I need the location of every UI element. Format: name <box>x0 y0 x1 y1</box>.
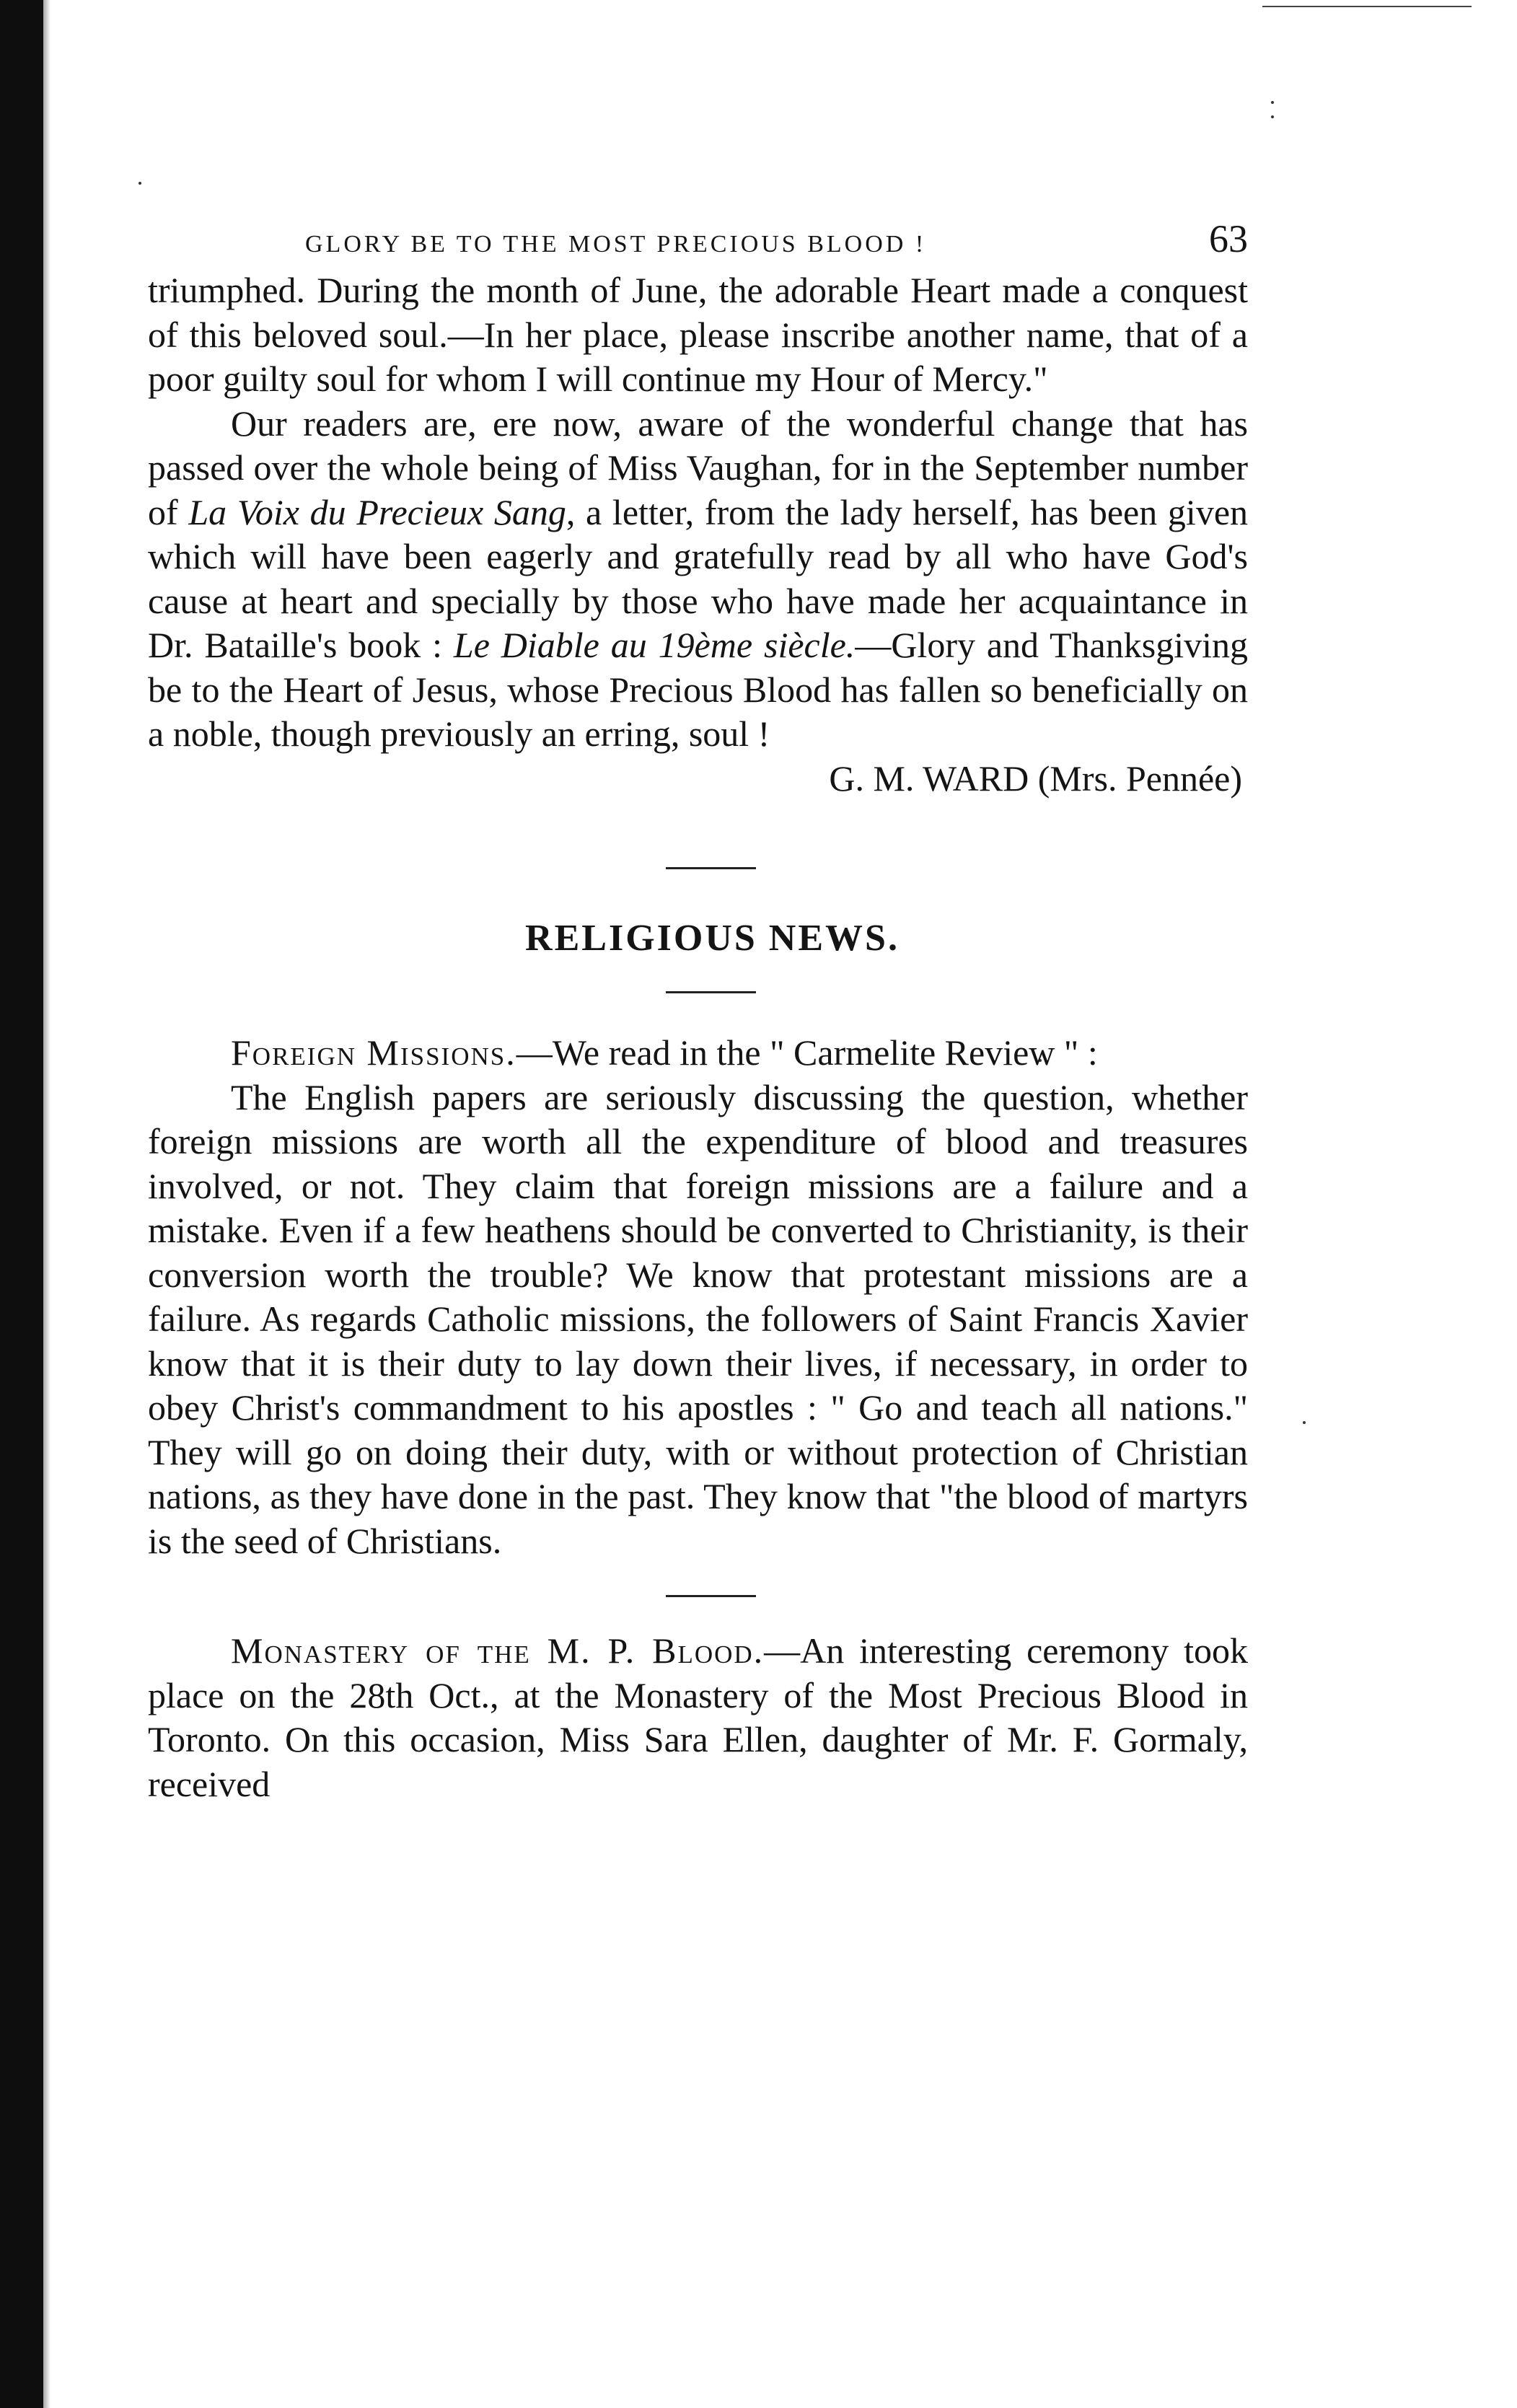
section-title: RELIGIOUS NEWS. <box>525 918 900 959</box>
paragraph-text: —Glory and Thanksgiving be to the Heart of Jesus, whose Precious Blood has fallen so beneficially on a noble, though previously an erring, soul ! <box>148 625 1248 754</box>
book-page <box>148 216 1248 1806</box>
news-item-heading: Monastery of the M. P. Blood. <box>231 1630 765 1671</box>
periodical-title: La Voix du Precieux Sang <box>188 491 566 532</box>
scan-speck <box>138 182 141 185</box>
scan-speck <box>1303 1421 1306 1424</box>
scan-edge-line <box>1262 6 1472 7</box>
scan-speck <box>1271 115 1274 118</box>
scan-speck <box>1271 101 1274 104</box>
paragraph-letter-ending: triumphed. During the month of June, the adorable Heart made a conquest of this beloved soul.—In her place, please inscribe another name, that of a poor guilty soul for whom I will continue my Hour of Mercy." <box>148 270 1248 399</box>
paragraph-text: —We read in the " Carmelite Review " : <box>516 1032 1098 1073</box>
news-item-foreign-missions-body: The English papers are seriously discussing the question, whether foreign missions are worth all the expenditure of blood and treasures involved, or not. They claim that foreign missions are a failure and a mistake. Even if a few heathens should be converted to Christianity, is their conversion worth the trouble? We know that protestant missions are a failure. As regards Catholic missions, the followers of Saint Francis Xavier know that it is their duty to lay down their lives, if necessary, in order to obey Christ's commandment to his apostles : " Go and teach all nations." They will go on doing their duty, with or without protection of Christian nations, as they have done in the past. They know that "the blood of martyrs is the seed of Christians. <box>148 1076 1248 1561</box>
news-item-heading: Foreign Missions. <box>231 1032 516 1073</box>
book-title: Le Diable au 19ème siècle. <box>453 625 856 665</box>
paragraph-text: , a letter, from the lady herself, has been given which will have been eagerly and gratefully read by all who have God's cause at heart and specially by those who have made her acquaintance in Dr. Bataille's book : <box>148 491 1249 665</box>
running-header <box>148 216 1248 268</box>
page-number: 63 <box>1209 217 1248 260</box>
news-item-monastery <box>148 1629 1248 1806</box>
paragraph-text: Our readers are, ere now, aware of the wonderful change that has passed over the whole being of Miss Vaughan, for in the September number of <box>148 403 1248 532</box>
paragraph-miss-vaughan <box>148 402 1248 757</box>
news-item-foreign-missions-intro <box>148 1031 1248 1076</box>
running-title: GLORY BE TO THE MOST PRECIOUS BLOOD ! <box>305 231 927 258</box>
paragraph-text: —An interesting ceremony took place on the 28th Oct., at the Monastery of the Most Precious Blood in Toronto. On this occasion, Miss Sara Ellen, daughter of Mr. F. Gormaly, received <box>148 1630 1248 1804</box>
section-divider <box>666 867 756 869</box>
author-signature: G. M. WARD (Mrs. Pennée) <box>829 757 1242 799</box>
binding-edge <box>0 0 43 2408</box>
